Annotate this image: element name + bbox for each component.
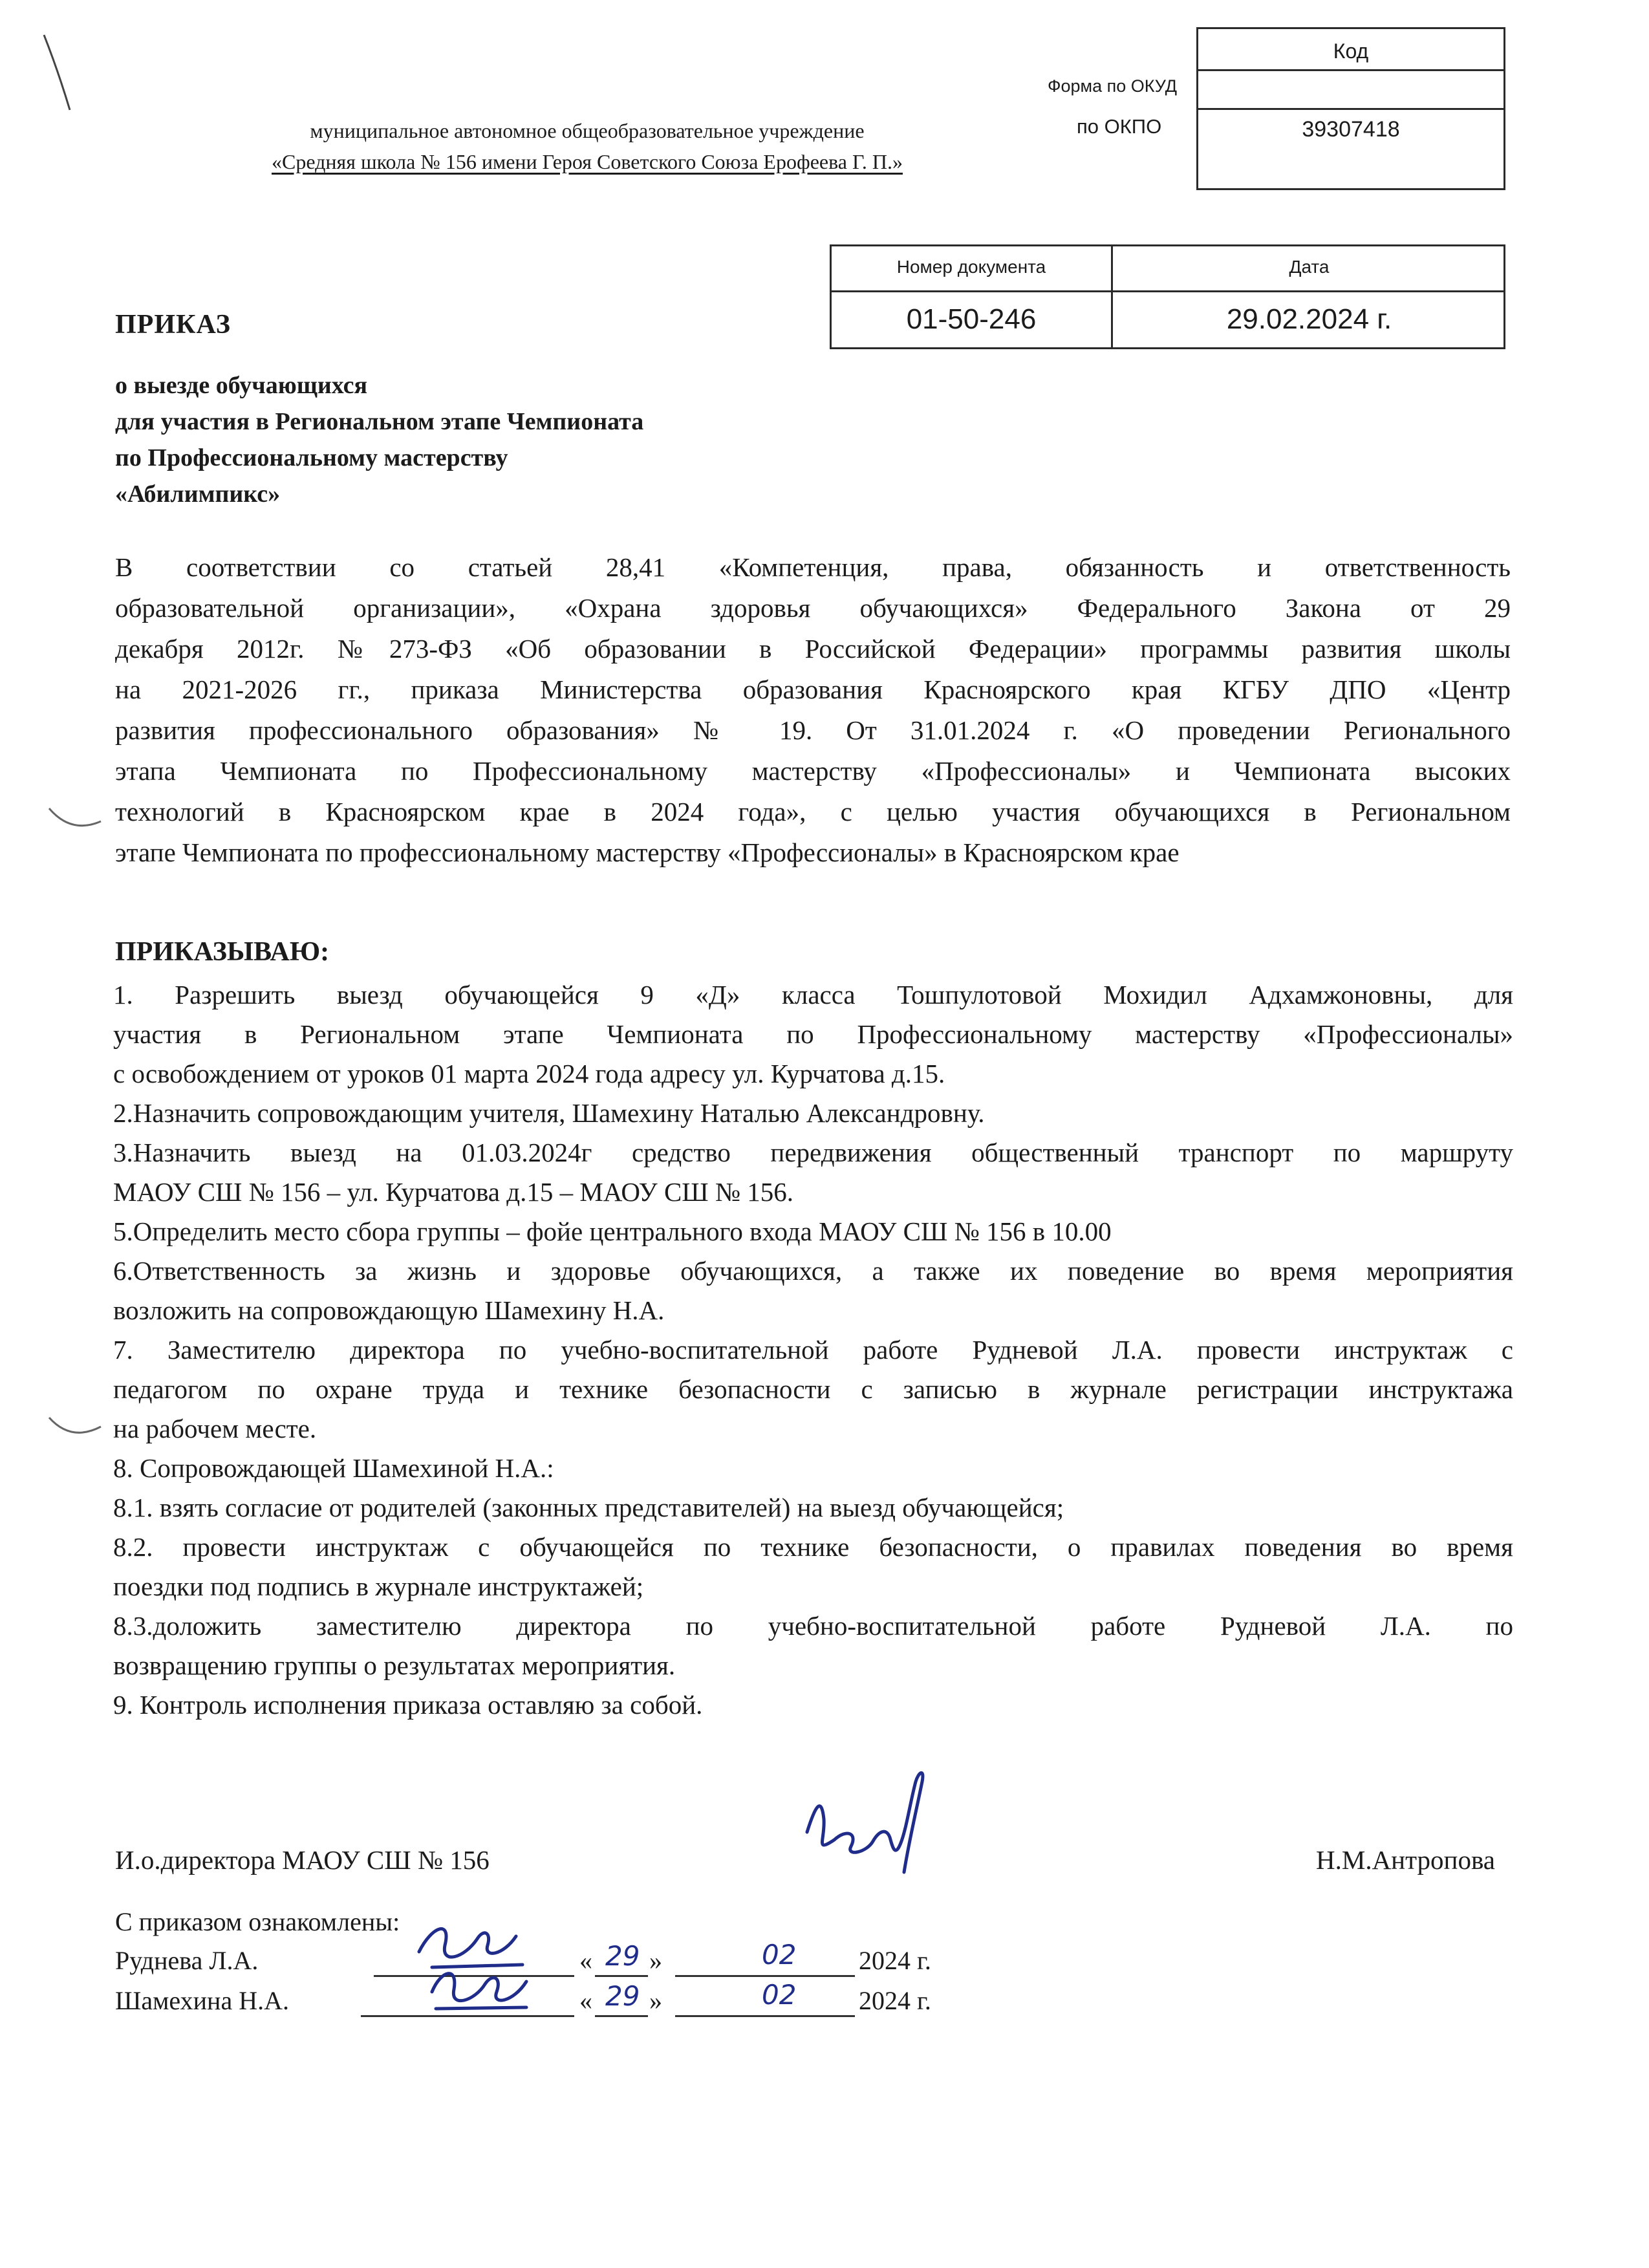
- preamble-line: этапе Чемпионата по профессиональному мастерству «Профессионалы» в Красноярском крае: [115, 837, 1180, 867]
- acknowledgement-row: [115, 1939, 1150, 1979]
- preamble-line: развития профессионального образования» № 19. От 31.01.2024 г. «О проведении Регионального: [115, 715, 1511, 745]
- preamble-line: В соответствии со статьей 28,41 «Компетенция, права, обязанность и ответственность: [115, 552, 1511, 582]
- handwritten-month: 02: [762, 1979, 797, 2011]
- acknowledgement-heading: С приказом ознакомлены:: [115, 1907, 400, 1936]
- order-subject: [115, 367, 643, 512]
- date-close-quote: »: [649, 1986, 662, 2015]
- signatory-name: Н.М.Антропова: [1316, 1845, 1495, 1875]
- classification-code-table: [1196, 27, 1505, 190]
- preamble-line: на 2021-2026 гг., приказа Министерства образования Красноярского края КГБУ ДПО «Центр: [115, 675, 1511, 704]
- scan-edge-mark: [39, 32, 78, 116]
- order-item-line: 8. Сопровождающей Шамехиной Н.А.:: [113, 1453, 554, 1483]
- acknowledger-signature: [413, 1947, 542, 2024]
- date-open-quote: «: [579, 1986, 592, 2015]
- organization-type: муниципальное автономное общеобразовательное учреждение: [310, 119, 865, 142]
- order-item-line: 8.2. провести инструктаж с обучающейся по технике безопасности, о правилах поведения во время: [113, 1532, 1513, 1562]
- order-items: [113, 975, 1513, 1725]
- document-number-table: [830, 244, 1505, 349]
- acknowledgement-year: 2024 г.: [859, 1946, 931, 1975]
- acknowledgement-row: [115, 1979, 1150, 2019]
- preamble-line: образовательной организации», «Охрана здоровья обучающихся» Федерального Закона от 29: [115, 593, 1511, 623]
- acknowledger-name: Руднева Л.А.: [115, 1946, 259, 1975]
- document-date-value: 29.02.2024 г.: [1226, 303, 1392, 335]
- preamble-paragraph: [115, 547, 1511, 873]
- date-open-quote: «: [579, 1946, 592, 1975]
- preamble-line: декабря 2012г. №273-ФЗ «Об образовании в Российской Федерации» программы развития школы: [115, 634, 1511, 664]
- order-item-line: 2.Назначить сопровождающим учителя, Шамехину Наталью Александровну.: [113, 1098, 985, 1128]
- order-item-line: педагогом по охране труда и технике безопасности с записью в журнале регистрации инструктажа: [113, 1374, 1513, 1404]
- order-item-line: 8.1. взять согласие от родителей (законных представителей) на выезд обучающейся;: [113, 1493, 1064, 1522]
- organization-name: [167, 115, 1008, 177]
- punch-hole-mark: [45, 802, 103, 841]
- document-date-label: Дата: [1289, 257, 1330, 277]
- order-item-line: возвращению группы о результатах мероприятия.: [113, 1650, 676, 1680]
- order-item-line: 6.Ответственность за жизнь и здоровье обучающихся, а также их поведение во время мероприятия: [113, 1256, 1513, 1286]
- signatory-position: И.о.директора МАОУ СШ № 156: [115, 1845, 490, 1875]
- subject-line: для участия в Региональном этапе Чемпионата: [115, 408, 644, 435]
- order-item-line: возложить на сопровождающую Шамехину Н.А.: [113, 1295, 665, 1325]
- okpo-label: по ОКПО: [1077, 115, 1162, 138]
- order-item-line: участия в Региональном этапе Чемпионата по Профессиональному мастерству «Профессионалы»: [113, 1019, 1513, 1049]
- okud-label: Форма по ОКУД: [1047, 76, 1177, 96]
- preamble-line: технологий в Красноярском крае в 2024 года», с целью участия обучающихся в Региональном: [115, 797, 1511, 826]
- document-title: ПРИКАЗ: [115, 310, 231, 340]
- order-item-line: с освобождением от уроков 01 марта 2024 года адресу ул. Курчатова д.15.: [113, 1059, 945, 1088]
- order-item-line: 8.3.доложить заместителю директора по учебно-воспитательной работе Рудневой Л.А. по: [113, 1611, 1513, 1641]
- order-heading: ПРИКАЗЫВАЮ:: [115, 937, 330, 967]
- acknowledgement-year: 2024 г.: [859, 1986, 931, 2015]
- handwritten-month: 02: [762, 1939, 797, 1971]
- order-item-line: МАОУ СШ № 156 – ул. Курчатова д.15 – МАОУ СШ № 156.: [113, 1177, 794, 1207]
- order-item-line: на рабочем месте.: [113, 1414, 317, 1443]
- acknowledger-name: Шамехина Н.А.: [115, 1986, 289, 2015]
- order-item-line: поездки под подпись в журнале инструктажей;: [113, 1571, 644, 1601]
- order-item-line: 5.Определить место сбора группы – фойе центрального входа МАОУ СШ № 156 в 10.00: [113, 1216, 1112, 1246]
- subject-line: о выезде обучающихся: [115, 372, 368, 399]
- date-close-quote: »: [649, 1946, 662, 1975]
- handwritten-day: 29: [605, 1980, 640, 2012]
- code-column-label: Код: [1333, 39, 1369, 63]
- document-number-value: 01-50-246: [906, 303, 1037, 335]
- handwritten-day: 29: [605, 1940, 640, 1972]
- order-item-line: 7. Заместителю директора по учебно-воспитательной работе Рудневой Л.А. провести инструктаж с: [113, 1335, 1513, 1365]
- document-number-label: Номер документа: [896, 257, 1046, 277]
- director-signature: [795, 1756, 938, 1885]
- punch-hole-mark: [45, 1410, 103, 1449]
- subject-line: по Профессиональному мастерству: [115, 444, 508, 471]
- organization-full-name: «Средняя школа № 156 имени Героя Советского Союза Ерофеева Г. П.»: [272, 150, 903, 173]
- preamble-line: этапа Чемпионата по Профессиональному мастерству «Профессионалы» и Чемпионата высоких: [115, 756, 1511, 786]
- order-item-line: 3.Назначить выезд на 01.03.2024г средство передвижения общественный транспорт по маршруту: [113, 1138, 1513, 1167]
- order-item-line: 1. Разрешить выезд обучающейся 9 «Д» класса Тошпулотовой Мохидил Адхамжоновны, для: [113, 980, 1513, 1010]
- okpo-code-value: 39307418: [1302, 117, 1400, 142]
- subject-line: «Абилимпикс»: [115, 481, 281, 508]
- order-item-line: 9. Контроль исполнения приказа оставляю за собой.: [113, 1690, 703, 1720]
